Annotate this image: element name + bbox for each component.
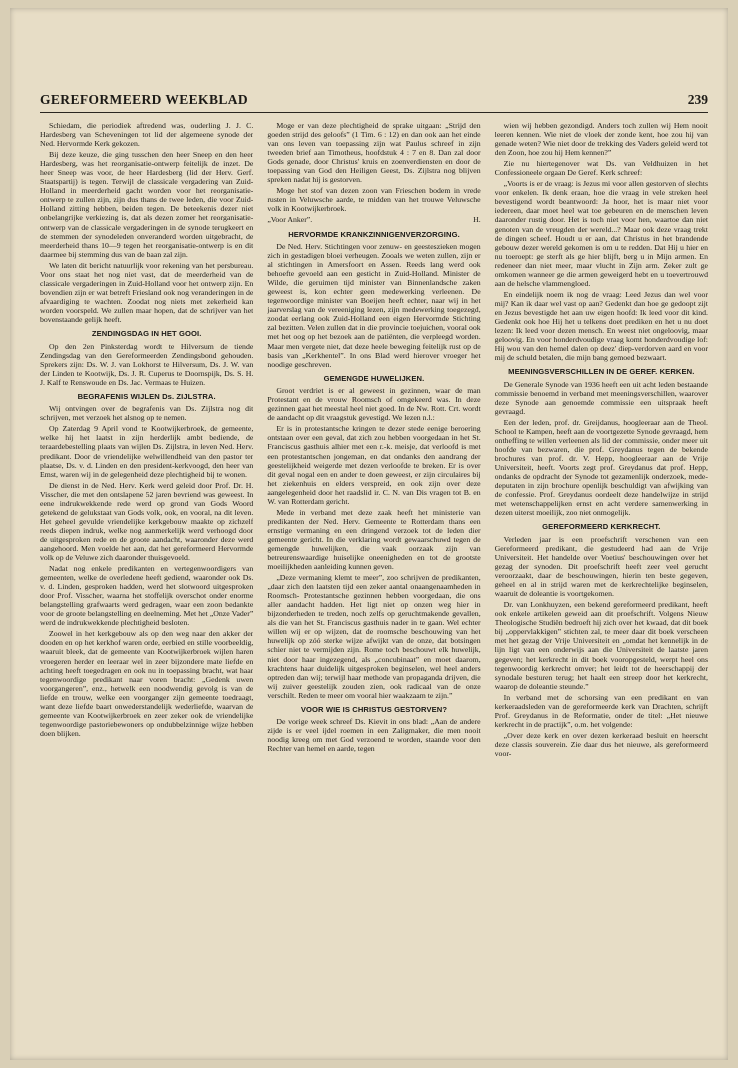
col1-intro	[40, 121, 253, 324]
paragraph: „Voorts is er de vraag: is Jezus mi voor allen gestorven of slechts voor enkelen. Ik denk eraan, hoe die vraag in vele streken heel bevestigend wordt beantwoord: Ja hoor, het is maar niet voor iedereen, daar moet heel wat toe gebeuren en de menschen leven daaronder rustig door. Het is toch niet voor hen, waartoe dan niet genoten van de vreugden der wereld...? Maar ook deze vraag trekt de dingen scheef. Houdt u er aan, dat Christus in het brandende gebouw dezer wereld gekomen is om u te redden. Dat Hij u hier en nu toeroept: ge sterft als ge hier blijft, berg u in Mijn armen. En redeneer dan niet meer, maar vlucht in Zijn arm. Zeker zult ge omkomen wanneer ge die armen geweigerd hebt en u toevertrouwd aan de helsche vlammengloed.	[494, 179, 708, 288]
heading-begrafenis: BEGRAFENIS WIJLEN Ds. ZIJLSTRA.	[77, 391, 216, 401]
heading-hervormde: HERVORMDE KRANKZINNIGENVERZORGING.	[288, 229, 460, 239]
signature-line	[267, 215, 480, 224]
paragraph: De Generale Synode van 1936 heeft een uit acht leden bestaande commissie benoemd in verband met meeningsverschillen, waarover deze Synode aan genoemde commissie een uitspraak heeft gevraagd.	[494, 379, 708, 416]
paragraph: Bij deze keuze, die ging tusschen den heer Sneep en den heer Hardesberg, was het reorganisatie-ontwerp feitelijk de inzet. De heer Sneep was voor, de heer Hardesberg (lid der Herv. Gerf. Staatspartij) is tegen. Terwijl de classicale vergadering van Zuid-Holland in meerderheid gacht worden voor het reorganisatie-ontwerp te zullen zijn, zijn dus thans de twee leden, die voor Zuid-Holland zitting hebben, beiden tegen. De beteekenis dezer niet onbelangrijke verkiezing is, dat als dezen zomer het reorganisatie-ontwerp van de classicale vergaderingen in de synode terugkeert en de stemmen der synodeleden onveranderd worden uitgebracht, de meerderheid thans 10—9 tegen het reorganisatie-ontwerp is en dit daarmee bij stemming dus van de baan zal zijn.	[40, 150, 254, 259]
paragraph: Wij ontvingen over de begrafenis van Ds. Zijlstra nog dit schrijven, met verzoek het alsnog op te nemen.	[40, 404, 254, 423]
column-1	[40, 121, 253, 1048]
paragraph: De Ned. Herv. Stichtingen voor zenuw- en geesteszieken mogen zich in gestadigen bloei verheugen. Zooals we weten zullen, zijn er al stichtingen in Amersfoort en Assen. Reeds lang werd ook behoefte gevoeld aan een gesticht in Zuid-Holland. Minister de Wilde, die geruimen tijd minister van Binnenlandsche zaken geweest is, kon echter geen medewerking verleenen. De tegenwoordige minister van Boeijen heeft echter, naar wij in het jaarverslag van de vereeniging lezen, zijn medewerking toegezegd, zoodat eerlang ook Zuid-Holland een eigen Hervormde Stichting zal bezitten. Velen zullen dat in die provincie toejuichen, vooral ook met het oog op het bezoek aan de patiënten, die verpleegd worden. Maar men vergete niet, dat deze heele beweging feitelijk rust op de basis van „Kerkhentel”. In ons Blad werd hierover vroeger het noodige geschreven.	[267, 242, 481, 369]
paragraph: In verband met de schorsing van een predikant en van kerkeraadsleden van de gereformeerde kerk van Drachten, schrijft Prof. Greydanus in de Reformatie, onder de titel: „Het nieuwe kerkrecht in de practijk”, o.m. het volgende:	[494, 692, 708, 729]
signature-right: H.	[473, 215, 481, 225]
paragraph: Zie nu hiertegenover wat Ds. van Veldhuizen in het Confessioneele orgaan De Geref. Kerk schreef:	[494, 159, 708, 178]
newspaper-page	[10, 8, 728, 1060]
heading-kerkrecht: GEREFORMEERD KERKRECHT.	[542, 522, 661, 532]
column-2	[267, 121, 480, 1048]
running-title: GEREFORMEERD WEEKBLAD	[40, 92, 249, 107]
paragraph: Op den 2en Pinksterdag wordt te Hilversum de tiende Zendingsdag van den Gereformeerden Zendingsbond gehouden. Sprekers zijn: Ds. W. J. van Lokhorst te Hilversum, Ds. J. W. van der Linden te Kootwijk, Ds. J. R. Cuperus te Doornspijk, Ds. S. H. J. Kalf te Renswoude en Ds. Jac. Vermaas te Huizen.	[40, 341, 254, 387]
paragraph: „Over deze kerk en over dezen kerkeraad besluit en heerscht deze classis souverein. Zie daar dus het nieuwe, als gereformeerd voor-	[494, 730, 708, 758]
gemengde-body	[267, 386, 480, 700]
meenings-body	[495, 380, 708, 518]
paragraph: Dr. van Lonkhuyzen, een bekend gereformeerd predikant, heeft ook enkele artikelen geweid aan dit proefschrift. Volgens Nieuw Theologische Studiën bedroeft hij zich over het kwaad, dat dit boek bij „oppervlakkigen” stichten zal, te meer daar dit boek verscheen met het gezag der Vrije Universiteit en „omdat het kennelijk in de lijn ligt van een onderwijs aan die Universiteit de laatste jaren gegeven; het kerkrecht in dit boek vooropgesteld, werpt heel ons tegenwoordig kerkrecht omver; het leidt tot de heerschappij der synodale besturen terug; het haalt een streep door het kerkrecht, waarop de doleantie steunde.”	[494, 600, 708, 691]
paragraph: Nadat nog enkele predikanten en vertegenwoordigers van gemeenten, welke de overledene heeft gediend, waaronder ook Ds. v. d. Linden, gesproken hadden, werd het slotwoord uitgesproken door Prof. Visscher, waarna het stoffelijk overschot onder enorme belangstelling grafwaarts werd gedragen, waar een zoon bedankte voor de groote belangstelling en deelneming. Met het „Onze Vader” werd de indrukwekkende plechtigheid besloten.	[40, 564, 254, 628]
heading-christus: VOOR WIE IS CHRISTUS GESTORVEN?	[300, 704, 448, 714]
paragraph: We laten dit bericht natuurlijk voor rekening van het persbureau. Voor ons staat het nog niet vast, dat de meerderheid van de classicale vergaderingen in Zuid-Holland voor het ontwerp zijn. En bovendien zijn er wat betreft Friesland ook nog veranderingen in de afvaardiging te wachten. Zoodat nog niets met zekerheid kan worden voorspeld. We zullen maar hopen, dat de schrijver van het bovenstaande gelijk heeft.	[40, 260, 254, 324]
paragraph: Moge er van deze plechtigheid de sprake uitgaan: „Strijd den goeden strijd des geloofs” (1 Tim. 6 : 12) en dan ook aan het einde van ons leven van toepassing zijn wat Paulus schreef in zijn tweeden brief aan Timotheus, hoofdstuk 4 : 7 en 8. Dan zal door Gods genade, door Christus' kruis en zoenverdiensten en door de toepassing van God den Heiligen Geest, Ds. Zijlstra nog blijven spreken nadat hij is gestorven.	[267, 121, 481, 185]
paragraph: wien wij hebben gezondigd. Anders toch zullen wij Hem nooit leeren kennen. Wie niet de vloek der zonde kent, hoe zou hij van genade weten? Wie niet door de trekking des Vaders geleid werd tot den Zoon, hoe zou hij Hem kennen?”	[494, 121, 708, 158]
paragraph: Verleden jaar is een proefschrift verschenen van een Gereformeerd predikant, die gestudeerd had aan de Vrije Universiteit. Het handelde over Voetius' beschouwingen over het gezag der synoden. Dit proefschrift heeft zeer veel gerucht veroorzaakt, daar de beschouwingen, hierin ten beste gegeven, geheel en al in strijd waren met de kerkrechtelijke beginselen, waaruit de doleantie is voortgekomen.	[494, 534, 708, 599]
paragraph: Groot verdriet is er al geweest in gezinnen, waar de man Protestant en de vrouw Roomsch of omgekeerd was. In deze gezinnen gaat het meestal heel niet goed. In de Nw. Rott. Crt. wordt de aandacht op dit vraagstuk gevestigd. We lezen n.l.:	[267, 386, 481, 423]
begrafenis-body	[40, 404, 253, 738]
paragraph: Schiedam, die periodiek aftredend was, ouderling J. J. C. Hardesberg van Scheveningen tot lid der algemeene synode der Ned. Hervormde Kerk gekozen.	[40, 121, 254, 149]
paragraph: „Deze vermaning klemt te meer”, zoo schrijven de predikanten, „daar zich den laatsten tijd een zeker aantal onaangenaamheden in Roomsch- Protestantsche gezinnen hebben voorgedaan, die ons aller aandacht hadden. Het ligt niet op onzen weg hier in bijzonderheden te treden, noch zelfs op geruchtmakende gevallen, als die van het St. Franciscus gasthuis nader in te gaan. Wel echter willen wij er op wijzen, dat de roomsche beschouwing van het huwelijk op zóó sterke wijze afwijkt van de onze, dat botsingen schier niet te vermijden zijn. Rome toch beschouwt elk huwelijk, niet door haar ingezegend, als „concubinaat” en moet daarom, krachtens haar duidelijk uitgesproken beginselen, wel heel anders optreden dan wij; terwijl haar methode van propaganda drijven, die wij zuiver geestelijk zouden zien, ook radicaal van de onze verschilt. Reden te meer om vooral hier waakzaam te zijn.”	[267, 573, 481, 700]
paragraph: Op Zaterdag 9 April vond te Kootwijkerbroek, de gemeente, welke hij het laatst in zijn herderlijk ambt bediende, de teraardebestelling plaats van wijlen Ds. Zijlstra, in leven Ned. Herv. predikant. Door de vriendelijke welwillendheid van den pastor ter plaatse, Ds. v. d. Linden en den president-kerkvoogd, den heer van Emst, waren wij in de gelegenheid deze plechtigheid bij te wonen.	[40, 424, 254, 479]
heading-gemengde: GEMENGDE HUWELIJKEN.	[323, 373, 425, 383]
column-3	[495, 121, 708, 1048]
paragraph: Er is in protestantsche kringen te dezer stede eenige beroering ontstaan over een geval, dat zich zou hebben voorgedaan in het St. Franciscus gasthuis alhier met een r.-k. meisje, dat verloofd is met een protestantschen jongeman, en dat ondanks den aandrang der geestelijkheid weigerde met dezen verloofde te breken. Er is over dit geval nogal een en ander te doen geweest, er zijn circulaires bij het ziekenhuis en elders verspreid, en ook zijn over deze aangelegenheid door het raadslid ir. C. N. van Dis vragen tot B. en W. van Rotterdam gericht.	[267, 424, 481, 506]
hervormde-body	[267, 242, 480, 369]
paragraph: En eindelijk noem ik nog de vraag: Leed Jezus dan wel voor mij? Kan ik daar wel vast op aan? Gedenkt dan hoe ge gedoopt zijt en Jezus bevestigde het aan uw eigen hoofd: Ik leed voor dit kind. Gedenkt ook hoe Hij het u telkens doet prediken en het u nu doet lezen: Ik leed voor dezen mensch. En weest niet ongeloovig, maar geloovig. En voor honderdvoudige vraag komt honderdvoudige lof: Hij wou van den hemel dalen op deez' diep-verdorven aard en voor mij de schuld betalen, die mijn bang gemoed bezwaart.	[494, 289, 708, 363]
page-header	[40, 92, 708, 113]
paragraph: Mede in verband met deze zaak heeft het ministerie van predikanten der Ned. Herv. Gemeente te Rotterdam thans een ernstige vermaning en een dringend verzoek tot de leden dier gemeente gericht. In die verklaring wordt gewaarschuwd tegen de gemengde huwelijken, die vaak oorzaak zijn van betreurenswaardige huiselijke oneenigheden en tot de grootste moeilijkheden aanleiding kunnen geven.	[267, 507, 481, 572]
article-columns	[40, 121, 708, 1048]
signature-left: „Voor Anker”.	[267, 215, 313, 225]
heading-zendingsdag: ZENDINGSDAG IN HET GOOI.	[91, 329, 202, 339]
paragraph: De dienst in de Ned. Herv. Kerk werd geleid door Prof. Dr. H. Visscher, die met den ontslapene 52 jaren bevriend was geweest. In eene indrukwekkende rede werd op grond van Gods Woord getekend de gelukstaat van Gods volk, ook, en vooral, na dit leven. Het geheel gevulde vriendelijke kerkgebouw maakte op zichzelf reeds diepen indruk, welke nog aanmerkelijk werd verhoogd door de uitgesproken rede en de groote aandacht, waaronder deze werd aangehoord. Men voelde het aan, dat het gereformeerd Hervormde volk op de Veluwe zich daaronder thuisgevoeld.	[40, 480, 254, 563]
heading-meenings: MEENINGSVERSCHILLEN IN DE GEREF. KERKEN.	[508, 367, 695, 377]
paragraph: Een der leden, prof. dr. Greijdanus, hoogleeraar aan de Theol. School te Kampen, heeft aan de voortgezette Synode gevraagd, hem ontheffing te willen verleenen als lid der commissie, onder meer uit hoofde van bezwaren, die prof. Greydanus tegen de bekende brochures van prof. dr. V. Hepp, hoogleeraar aan de Vrije Universiteit, heeft. Voorts zegt prof. Greydanus dat prof. Hepp, ondanks de opdracht der Synode tot gezamenlijk onderzoek, mede-deputaten in zijn brochure openlijk beschuldigt van afwijking van de confessie. Prof. Greydanus oordeelt deze handelwijze in strijd met wetenschappelijken ernst en acht verdere samenwerking in dezen uiterst moeilijk, zoo niet onmogelijk.	[494, 417, 708, 518]
col2-intro	[267, 121, 480, 213]
page-number: 239	[687, 92, 708, 107]
christus-body	[267, 717, 480, 753]
paragraph: De vorige week schreef Ds. Kievit in ons blad: „Aan de andere zijde is er veel ijdel roemen in een Zaligmaker, die men nooit noodig kreeg om met God verzoend te worden, staande voor den Rechter van hemel en aarde, tegen	[267, 717, 481, 754]
col3-intro	[495, 121, 708, 362]
kerkrecht-body	[495, 535, 708, 758]
zendingsdag-body	[40, 342, 253, 387]
paragraph: Moge het stof van dezen zoon van Frieschen bodem in vrede rusten in Veluwsche aarde, te midden van het trouwe Veluwsche volk in Kootwijkerbroek.	[267, 186, 481, 214]
paragraph: Zoowel in het kerkgebouw als op den weg naar den akker der dooden en op het kerkhof waren orde, eerbied en stille voorbeeldig, waaruit bleek, dat de gemeente van Kootwijkerbroek wijlen haren vroegeren herder en leeraar wel in zeer bijzondere mate liefde en achting heeft toegedragen en ook nu in toepassing bracht, wat haar tegenwoordige predikant naar voren bracht: „Gedenk uwen voorgangeren”, enz., hetwelk een noodwendig gevolg is van de liefde en trouw, welke een voorganger zijn gemeente toedraagt, want deze liefde baart onwederstandelijk wederliefde, waarvan de gemeente van Kootwijkerbroek en zeer zeker ook de vriendelijke tegenwoordige pastoriebewoners op ondubbelzinnige wijze hebben doen blijken.	[40, 629, 254, 738]
